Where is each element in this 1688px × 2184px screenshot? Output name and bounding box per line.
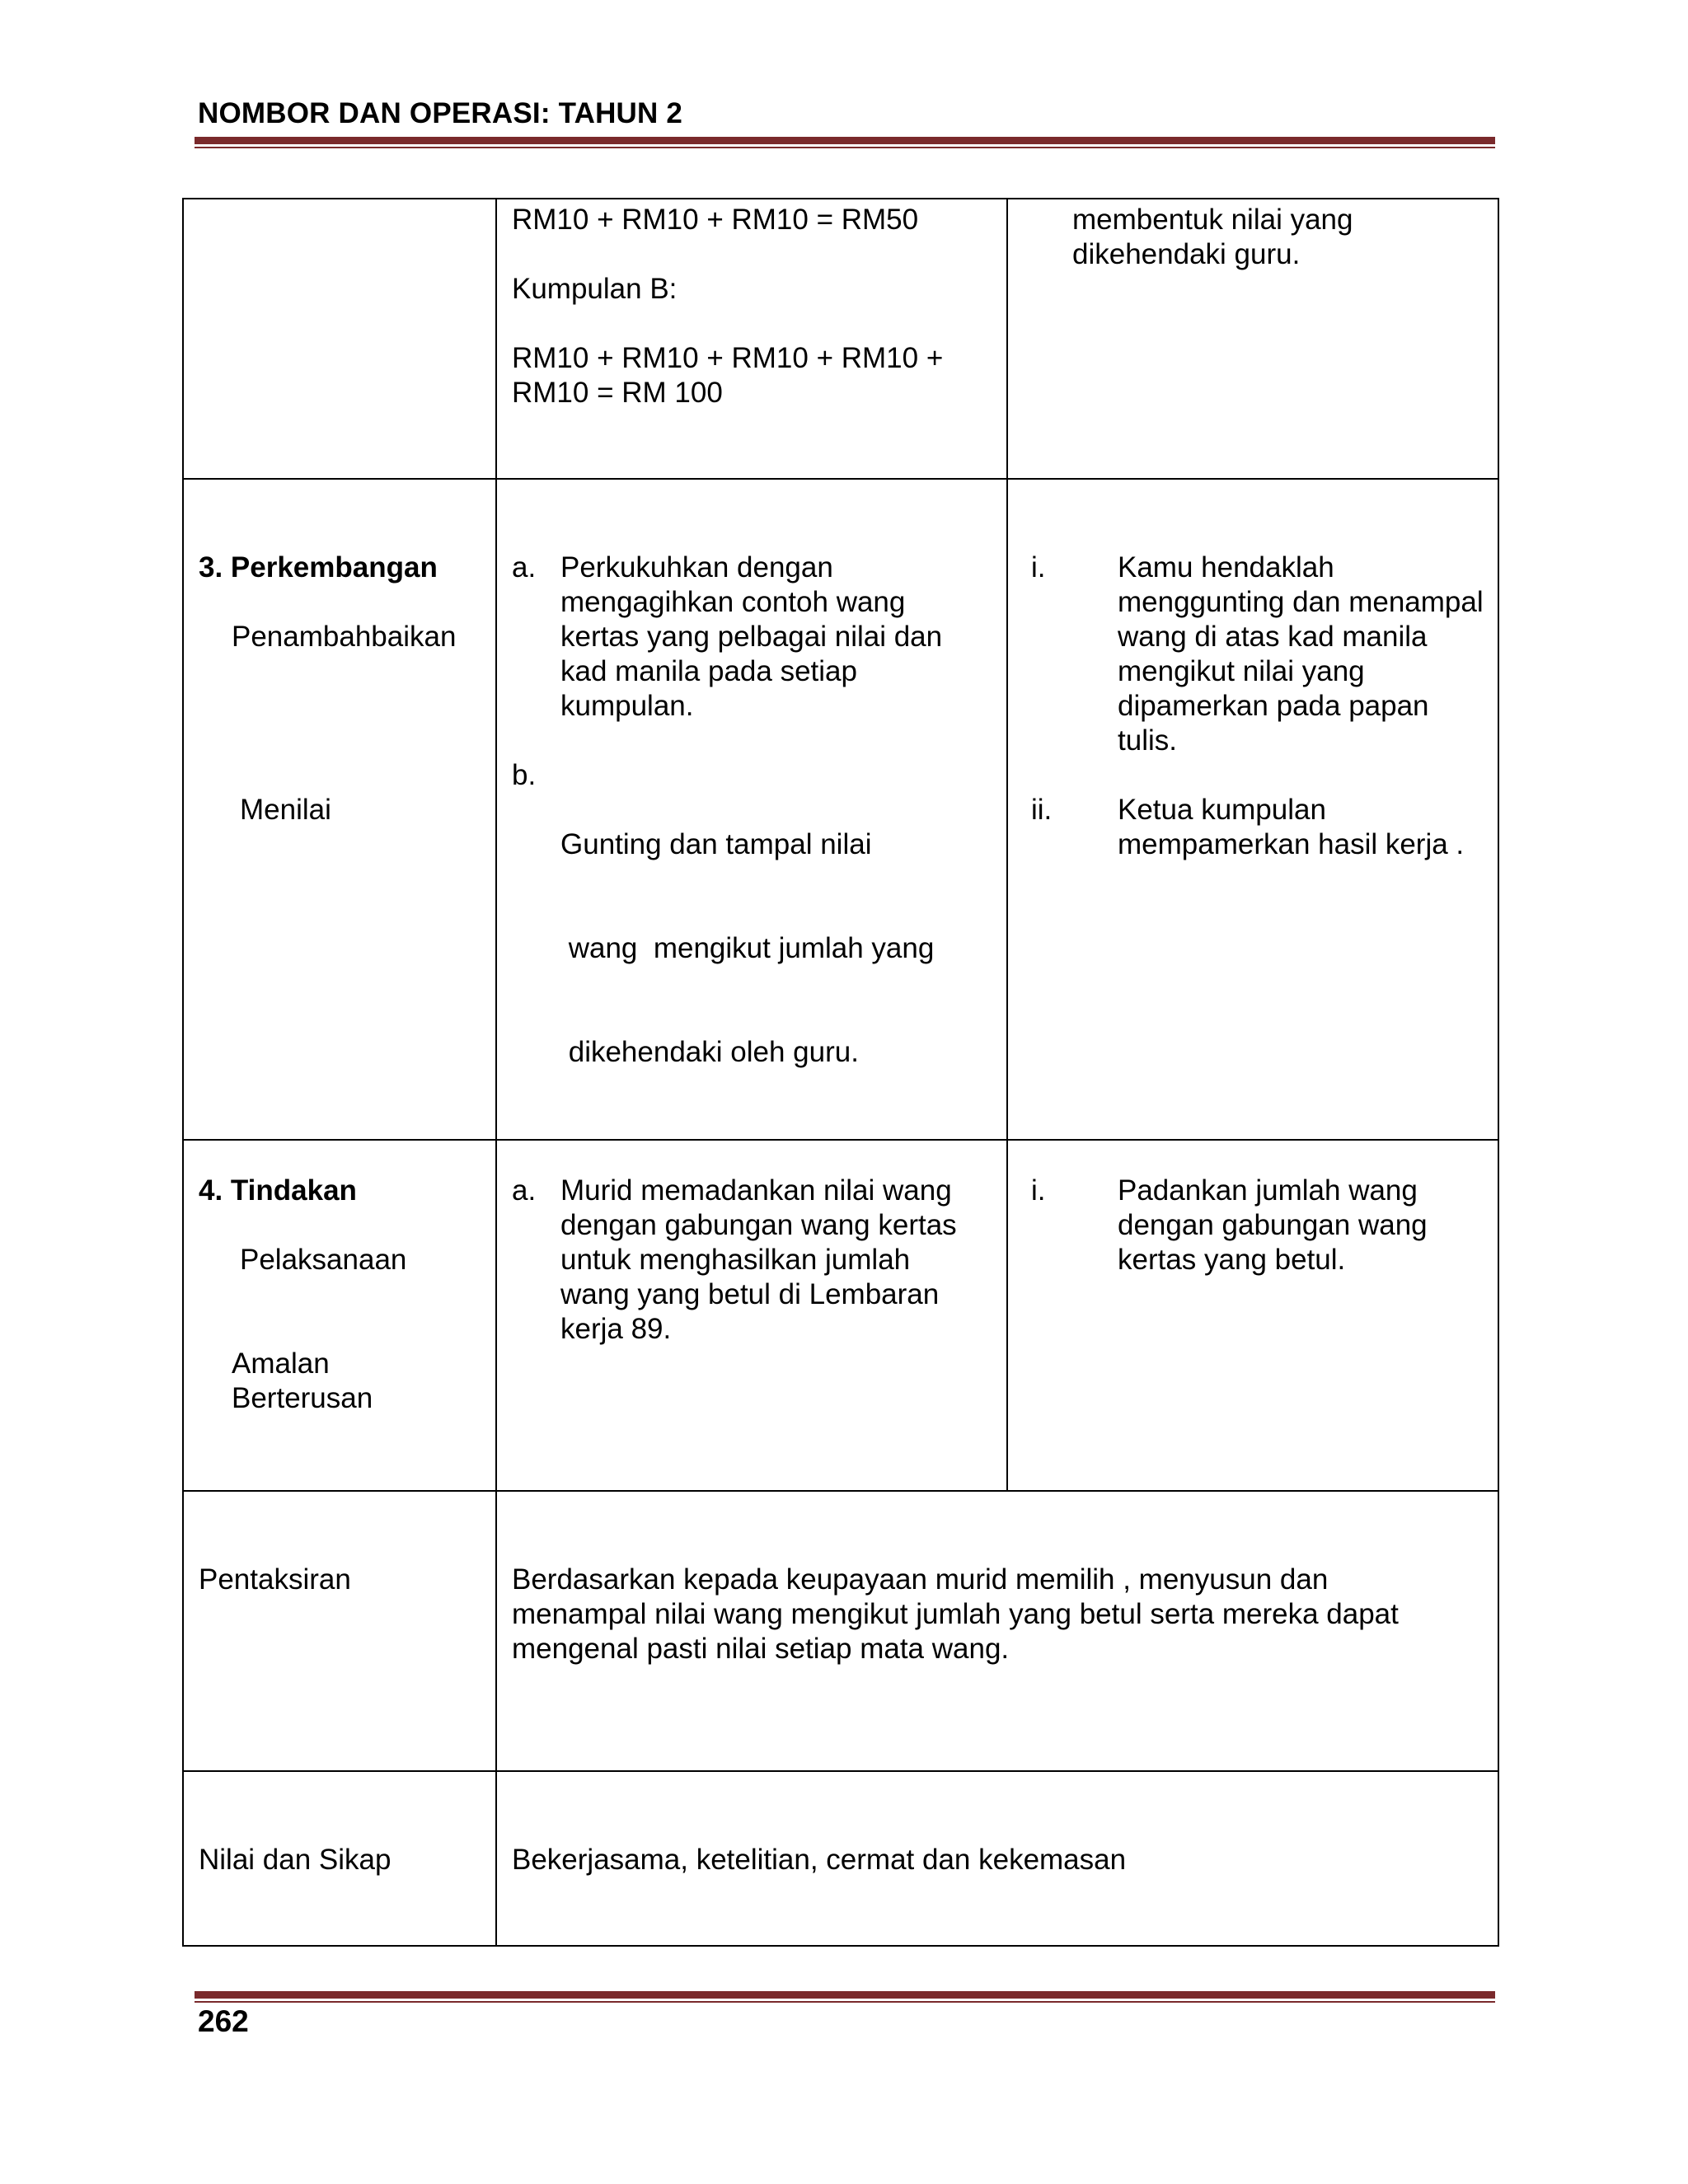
activity-text: membentuk nilai yang (1072, 204, 1353, 236)
assessment-label-cell (183, 1491, 496, 1771)
equation-text: RM10 + RM10 + RM10 = RM50 (512, 204, 919, 236)
table-row (183, 1140, 1498, 1491)
pupil-activity-cell (1007, 479, 1498, 1140)
list-item: ii. Ketua kumpulan mempamerkan hasil kerja . (1031, 794, 1465, 860)
teacher-activity-cell (496, 199, 1007, 479)
list-item: a. Murid memadankan nilai wang dengan gabungan wang kertas untuk menghasilkan jumlah wang yang betul di Lembaran kerja 89. (512, 1174, 957, 1345)
equation-text: RM10 = RM 100 (512, 377, 723, 409)
list-item: b. Gunting dan tampal nilai wang mengikut jumlah yang dikehendaki oleh guru. (512, 759, 935, 1068)
header-rule (195, 137, 1495, 148)
footer-rule (195, 1991, 1495, 2003)
table-row (183, 1491, 1498, 1771)
list-item: i. Kamu hendaklah menggunting dan menampal wang di atas kad manila mengikut nilai yang dipamerkan pada papan tulis. (1031, 551, 1484, 757)
stage-title: 4. Tindakan (199, 1174, 357, 1207)
values-label-cell (183, 1771, 496, 1946)
stage-cell (183, 479, 496, 1140)
teacher-activity-cell (496, 1140, 1007, 1491)
teacher-activity-cell (496, 479, 1007, 1140)
table-row (183, 479, 1498, 1140)
group-label: Kumpulan B: (512, 273, 678, 305)
page-number: 262 (198, 2004, 249, 2038)
pupil-activity-cell (1007, 199, 1498, 479)
stage-cell (183, 199, 496, 479)
table-row (183, 199, 1498, 479)
stage-cell (183, 1140, 496, 1491)
table-row (183, 1771, 1498, 1946)
stage-subtitle: Pelaksanaan (240, 1244, 407, 1276)
values-text: Bekerjasama, ketelitian, cermat dan kekemasan (512, 1844, 1127, 1876)
pupil-activity-cell (1007, 1140, 1498, 1491)
lesson-plan-table (182, 198, 1499, 1947)
assessment-text-cell: Berdasarkan kepada keupayaan murid memilih , menyusun dan menampal nilai wang mengikut jumlah yang betul serta mereka dapat mengenal pasti nilai setiap mata wang. (496, 1491, 1498, 1771)
page-header-title: NOMBOR DAN OPERASI: TAHUN 2 (198, 97, 683, 129)
list-item: a. Perkukuhkan dengan mengagihkan contoh wang kertas yang pelbagai nilai dan kad manila pada setiap kumpulan. (512, 551, 943, 722)
list-item: i. Padankan jumlah wang dengan gabungan wang kertas yang betul. (1031, 1174, 1428, 1276)
equation-text: RM10 + RM10 + RM10 + RM10 + (512, 342, 944, 374)
stage-subtitle: Berterusan (232, 1382, 373, 1414)
values-label: Nilai dan Sikap (199, 1844, 392, 1876)
stage-subtitle: Penambahbaikan (232, 621, 457, 653)
stage-title: 3. Perkembangan (199, 551, 438, 583)
assessment-label: Pentaksiran (199, 1563, 351, 1596)
stage-subtitle: Amalan (232, 1347, 330, 1380)
values-text-cell (496, 1771, 1498, 1946)
activity-text: dikehendaki guru. (1072, 238, 1301, 270)
stage-subtitle: Menilai (240, 794, 331, 826)
